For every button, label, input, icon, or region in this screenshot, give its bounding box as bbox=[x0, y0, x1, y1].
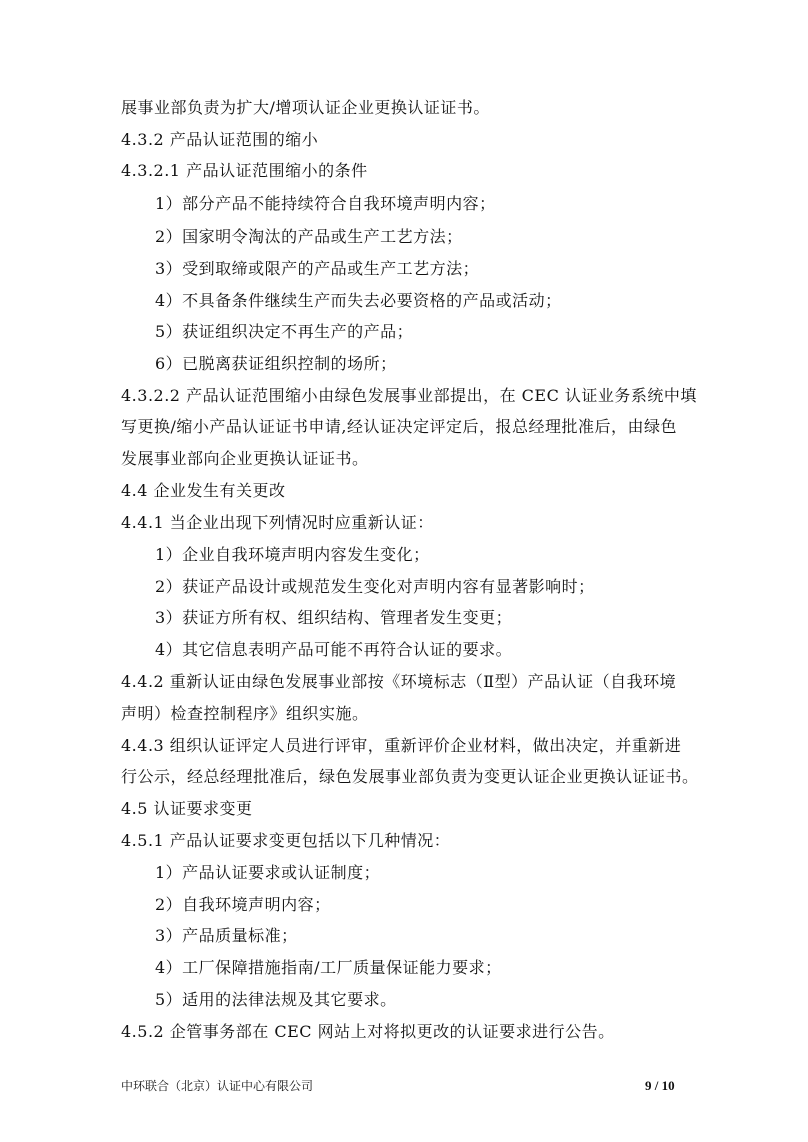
list-item: 4）不具备条件继续生产而失去必要资格的产品或活动； bbox=[155, 291, 562, 310]
body-line: 行公示，经总经理批准后，绿色发展事业部负责为变更认证企业更换认证证书。 bbox=[121, 767, 699, 786]
list-item: 1）部分产品不能持续符合自我环境声明内容； bbox=[155, 194, 496, 213]
list-item: 3）产品质量标准； bbox=[155, 926, 298, 945]
body-line: 4.3.2.2 产品认证范围缩小由绿色发展事业部提出，在 CEC 认证业务系统中填 bbox=[121, 386, 697, 405]
body-line: 4.5.2 企管事务部在 CEC 网站上对将拟更改的认证要求进行公告。 bbox=[121, 1022, 615, 1041]
list-item: 3）获证方所有权、组织结构、管理者发生变更； bbox=[155, 608, 513, 627]
list-item: 2）获证产品设计或规范发生变化对声明内容有显著影响时； bbox=[155, 577, 595, 596]
body-line: 写更换/缩小产品认证证书申请,经认证决定评定后，报总经理批准后，由绿色 bbox=[121, 417, 677, 436]
list-item: 4）工厂保障措施指南/工厂质量保证能力要求； bbox=[155, 958, 502, 977]
section-heading: 4.5 认证要求变更 bbox=[121, 799, 253, 818]
section-heading: 4.4 企业发生有关更改 bbox=[121, 481, 286, 500]
body-line: 发展事业部向企业更换认证证书。 bbox=[121, 449, 369, 468]
subsection-heading: 4.5.1 产品认证要求变更包括以下几种情况： bbox=[121, 831, 451, 850]
list-item: 2）国家明令淘汰的产品或生产工艺方法； bbox=[155, 227, 463, 246]
list-item: 4）其它信息表明产品可能不再符合认证的要求。 bbox=[155, 640, 513, 659]
list-item: 5）获证组织决定不再生产的产品； bbox=[155, 322, 414, 341]
list-item: 1）产品认证要求或认证制度； bbox=[155, 863, 381, 882]
subsection-heading: 4.3.2.1 产品认证范围缩小的条件 bbox=[121, 161, 368, 180]
body-line: 4.4.3 组织认证评定人员进行评审，重新评价企业材料，做出决定，并重新进 bbox=[121, 736, 682, 755]
section-heading: 4.3.2 产品认证范围的缩小 bbox=[121, 130, 319, 149]
footer-company: 中环联合（北京）认证中心有限公司 bbox=[121, 1079, 314, 1093]
list-item: 1）企业自我环境声明内容发生变化； bbox=[155, 545, 430, 564]
list-item: 3）受到取缔或限产的产品或生产工艺方法； bbox=[155, 259, 480, 278]
list-item: 2）自我环境声明内容； bbox=[155, 895, 331, 914]
list-item: 6）已脱离获证组织控制的场所； bbox=[155, 354, 397, 373]
body-line: 声明）检查控制程序》组织实施。 bbox=[121, 704, 369, 723]
body-line: 4.4.2 重新认证由绿色发展事业部按《环境标志（Ⅱ型）产品认证（自我环境 bbox=[121, 672, 677, 691]
footer-page-number: 9 / 10 bbox=[645, 1078, 675, 1093]
list-item: 5）适用的法律法规及其它要求。 bbox=[155, 990, 397, 1009]
subsection-heading: 4.4.1 当企业出现下列情况时应重新认证： bbox=[121, 513, 434, 532]
body-line: 展事业部负责为扩大/增项认证企业更换认证证书。 bbox=[121, 98, 490, 117]
